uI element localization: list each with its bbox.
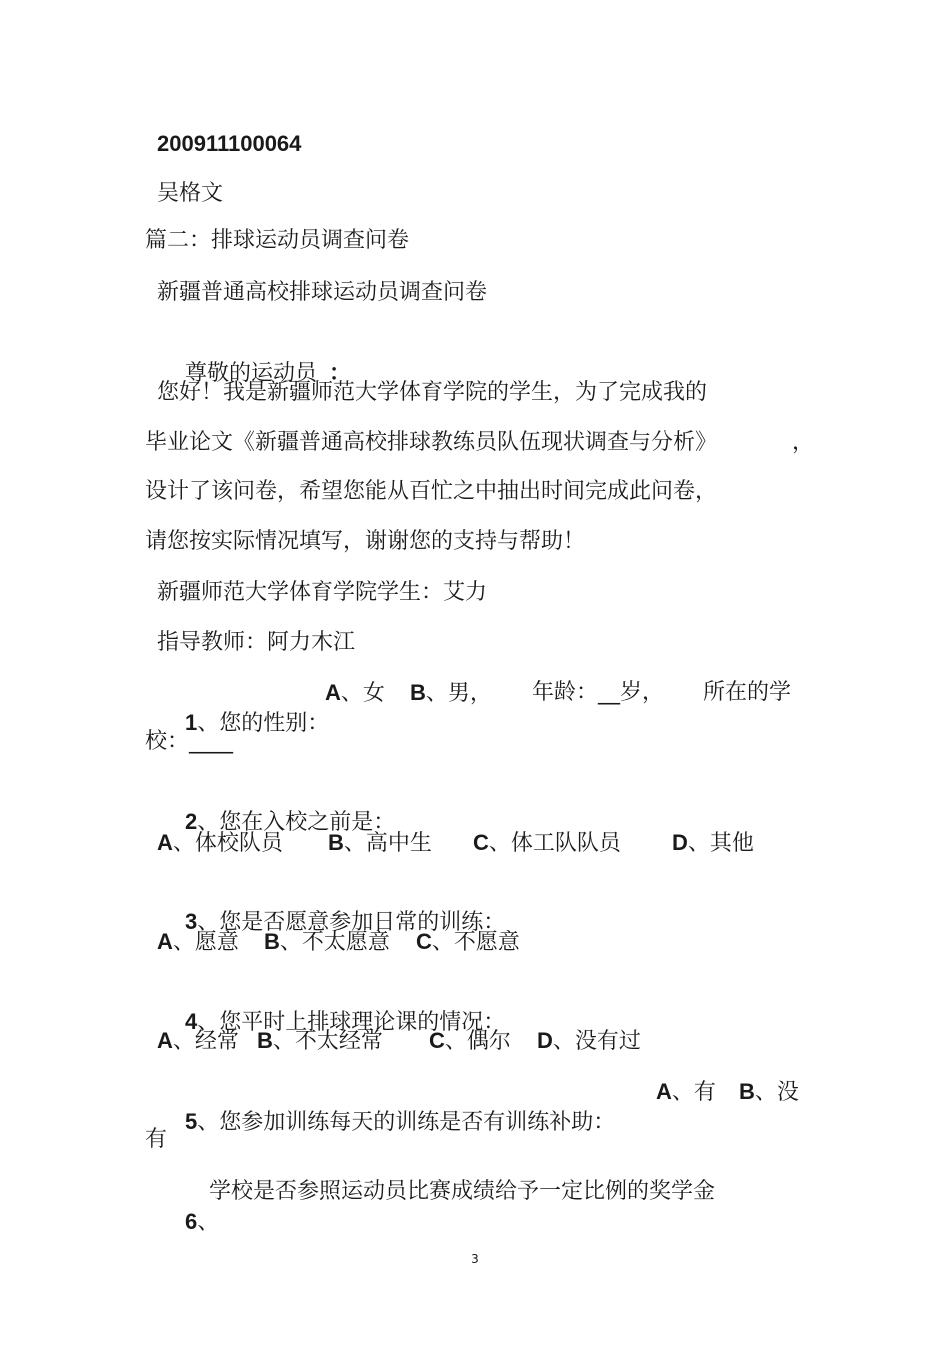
- question-number: 3: [184, 909, 198, 934]
- question-6-text: 学校是否参照运动员比赛成绩给予一定比例的奖学金: [209, 1179, 716, 1204]
- greeting-text: 尊敬的运动员: [184, 361, 317, 386]
- advisor-signature: 指导教师：阿力木江: [157, 630, 356, 655]
- question-text: 、您平时上排球理论课的情况：: [197, 1010, 506, 1035]
- section-title: 篇二：排球运动员调查问卷: [145, 228, 410, 253]
- question-3-option-a: [157, 927, 239, 958]
- student-id: 200911100064: [157, 131, 302, 156]
- question-number: 1: [184, 710, 198, 735]
- question-number: 5: [184, 1109, 198, 1134]
- student-signature: 新疆师范大学体育学院学生：艾力: [157, 580, 488, 605]
- option-key: A: [325, 680, 341, 705]
- question-5-cont: 有: [145, 1127, 168, 1152]
- question-2-option-c: [473, 828, 621, 859]
- option-key: B: [739, 1079, 755, 1104]
- question-text: 、您的性别：: [197, 711, 330, 736]
- option-text: 、没有过: [552, 1029, 641, 1054]
- intro-line-2: 毕业论文《新疆普通高校排球教练员队伍现状调查与分析》: [145, 430, 718, 455]
- option-key: B: [264, 929, 280, 954]
- question-4-option-c: [429, 1026, 511, 1057]
- question-4-option-b: [257, 1026, 383, 1057]
- question-5-option-b: [739, 1077, 799, 1108]
- question-1-school: 所在的学: [703, 680, 792, 705]
- question-text: 、您在入校之前是：: [197, 810, 396, 835]
- question-number: 2: [184, 809, 198, 834]
- option-key: C: [473, 830, 489, 855]
- option-key: A: [157, 830, 173, 855]
- option-text: 、高中生: [343, 831, 432, 856]
- option-text: 、男，: [425, 681, 492, 706]
- option-key: B: [328, 830, 344, 855]
- question-separator: 、: [197, 1210, 220, 1235]
- intro-line-1: 您好！我是新疆师范大学体育学院的学生，为了完成我的: [157, 380, 708, 405]
- option-key: B: [257, 1028, 273, 1053]
- question-4-option-a: [157, 1026, 239, 1057]
- option-text: 、体工队队员: [488, 831, 621, 856]
- question-1-school-cont: 校：____: [145, 729, 234, 754]
- question-3-option-c: [416, 927, 520, 958]
- question-2-option-a: [157, 828, 283, 859]
- option-text: 、愿意: [172, 930, 239, 955]
- question-text: 、您是否愿意参加日常的训练：: [197, 910, 506, 935]
- question-5-option-a: [656, 1077, 716, 1108]
- option-text: 、其他: [687, 831, 754, 856]
- option-key: C: [429, 1028, 445, 1053]
- option-text: 、女: [340, 681, 385, 706]
- option-key: D: [537, 1028, 553, 1053]
- intro-line-3: 设计了该问卷，希望您能从百忙之中抽出时间完成此问卷，: [145, 479, 718, 504]
- question-1-option-a: [325, 678, 385, 709]
- question-1-age: 年龄：__岁，: [532, 680, 665, 705]
- option-text: 、体校队员: [172, 831, 283, 856]
- page-number: 3: [471, 1252, 479, 1266]
- option-key: A: [157, 929, 173, 954]
- question-5: [157, 1077, 615, 1168]
- question-number: 6: [184, 1209, 198, 1234]
- option-key: A: [656, 1079, 672, 1104]
- option-text: 、没: [754, 1080, 799, 1105]
- question-2-option-d: [672, 828, 754, 859]
- option-text: 、经常: [172, 1029, 239, 1054]
- option-text: 、有: [671, 1080, 716, 1105]
- option-text: 、不愿意: [431, 930, 520, 955]
- option-key: B: [410, 680, 426, 705]
- option-text: 、偶尔: [444, 1029, 511, 1054]
- question-4-option-d: [537, 1026, 641, 1057]
- author-name: 吴格文: [157, 181, 224, 206]
- question-2-option-b: [328, 828, 432, 859]
- intro-line-4: 请您按实际情况填写，谢谢您的支持与帮助！: [145, 529, 586, 554]
- question-3-option-b: [264, 927, 390, 958]
- option-key: A: [157, 1028, 173, 1053]
- option-key: D: [672, 830, 688, 855]
- intro-line-2-comma: ，: [792, 430, 815, 455]
- option-key: C: [416, 929, 432, 954]
- greeting-colon: ：: [329, 360, 352, 385]
- question-1-option-b: [410, 678, 492, 709]
- question-number: 4: [184, 1009, 198, 1034]
- option-text: 、不太愿意: [279, 930, 390, 955]
- document-title: 新疆普通高校排球运动员调查问卷: [157, 280, 488, 305]
- question-text: 、您参加训练每天的训练是否有训练补助：: [197, 1110, 616, 1135]
- option-text: 、不太经常: [272, 1029, 383, 1054]
